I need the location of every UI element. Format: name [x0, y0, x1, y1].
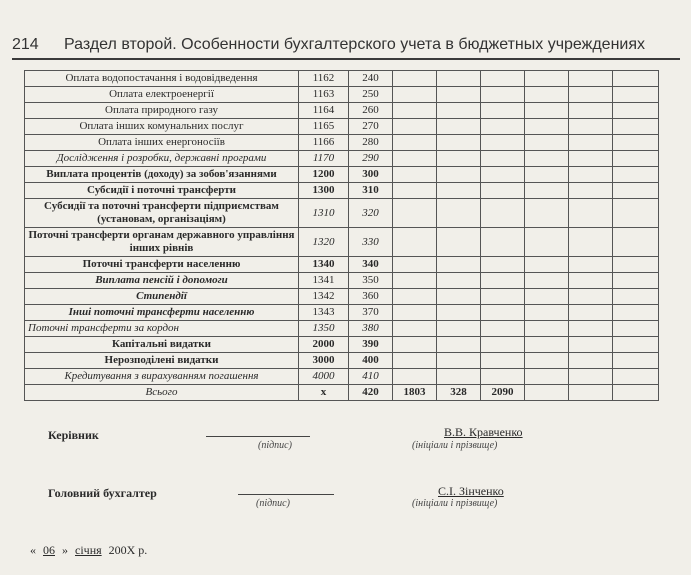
- row-value-1: [393, 119, 437, 135]
- row-empty-cell: [525, 385, 569, 401]
- row-code: 3000: [299, 353, 349, 369]
- row-empty-cell: [613, 103, 659, 119]
- row-name: Кредитування з вирахуванням погашення: [25, 369, 299, 385]
- row-value-2: [437, 103, 481, 119]
- row-empty-cell: [613, 321, 659, 337]
- row-value-2: [437, 257, 481, 273]
- row-value-1: [393, 289, 437, 305]
- head-signature-hint: (підпис): [258, 440, 292, 451]
- header-rule: [12, 58, 680, 60]
- row-empty-cell: [569, 119, 613, 135]
- row-empty-cell: [613, 199, 659, 228]
- row-code: 1163: [299, 87, 349, 103]
- table-row: [25, 183, 659, 199]
- row-empty-cell: [525, 87, 569, 103]
- page-header: [12, 36, 684, 54]
- table-row: [25, 119, 659, 135]
- head-label: Керівник: [48, 428, 99, 442]
- row-value-1: 1803: [393, 385, 437, 401]
- row-line-code: 260: [349, 103, 393, 119]
- row-value-1: [393, 167, 437, 183]
- table-row: [25, 228, 659, 257]
- row-line-code: 330: [349, 228, 393, 257]
- row-empty-cell: [525, 103, 569, 119]
- row-code: 1165: [299, 119, 349, 135]
- row-empty-cell: [613, 257, 659, 273]
- row-line-code: 350: [349, 273, 393, 289]
- row-name: Субсидії та поточні трансферти підприємствам (установам, організаціям): [25, 199, 299, 228]
- row-line-code: 340: [349, 257, 393, 273]
- row-empty-cell: [525, 151, 569, 167]
- row-code: 1166: [299, 135, 349, 151]
- row-empty-cell: [569, 257, 613, 273]
- row-empty-cell: [613, 305, 659, 321]
- table-row: [25, 369, 659, 385]
- row-value-1: [393, 151, 437, 167]
- row-code: 1340: [299, 257, 349, 273]
- section-title: Раздел второй. Особенности бухгалтерского учета в бюджетных учреждениях: [64, 36, 646, 53]
- row-value-2: [437, 119, 481, 135]
- row-empty-cell: [525, 199, 569, 228]
- table-row: [25, 385, 659, 401]
- table-body: [25, 71, 659, 401]
- row-code: 1320: [299, 228, 349, 257]
- row-value-2: [437, 71, 481, 87]
- row-empty-cell: [613, 119, 659, 135]
- expenditure-table: [24, 70, 659, 401]
- row-empty-cell: [569, 135, 613, 151]
- row-empty-cell: [525, 337, 569, 353]
- row-line-code: 380: [349, 321, 393, 337]
- row-empty-cell: [613, 87, 659, 103]
- row-empty-cell: [525, 257, 569, 273]
- table-row: [25, 257, 659, 273]
- row-empty-cell: [613, 337, 659, 353]
- row-empty-cell: [569, 273, 613, 289]
- row-value-2: [437, 135, 481, 151]
- row-name: Поточні трансферти за кордон: [25, 321, 299, 337]
- row-code: 1200: [299, 167, 349, 183]
- row-value-3: [481, 87, 525, 103]
- row-empty-cell: [569, 289, 613, 305]
- row-empty-cell: [569, 151, 613, 167]
- row-line-code: 250: [349, 87, 393, 103]
- row-value-3: [481, 257, 525, 273]
- table-row: [25, 87, 659, 103]
- row-value-3: [481, 289, 525, 305]
- page-number: 214: [12, 36, 39, 53]
- row-empty-cell: [613, 183, 659, 199]
- row-empty-cell: [525, 273, 569, 289]
- row-name: Оплата електроенергії: [25, 87, 299, 103]
- row-value-1: [393, 199, 437, 228]
- row-value-3: [481, 228, 525, 257]
- row-empty-cell: [569, 71, 613, 87]
- row-empty-cell: [613, 167, 659, 183]
- row-empty-cell: [569, 199, 613, 228]
- row-empty-cell: [569, 183, 613, 199]
- row-value-3: [481, 183, 525, 199]
- row-name: Поточні трансферти органам державного управління інших рівнів: [25, 228, 299, 257]
- row-empty-cell: [569, 87, 613, 103]
- row-value-2: 328: [437, 385, 481, 401]
- row-value-2: [437, 87, 481, 103]
- row-value-3: [481, 321, 525, 337]
- row-value-1: [393, 87, 437, 103]
- accountant-signature-hint: (підпис): [256, 498, 290, 509]
- row-value-3: [481, 369, 525, 385]
- row-empty-cell: [525, 135, 569, 151]
- row-value-3: [481, 71, 525, 87]
- row-empty-cell: [525, 183, 569, 199]
- accountant-name-hint: (ініціали і прізвище): [412, 498, 498, 509]
- row-empty-cell: [525, 305, 569, 321]
- row-value-3: [481, 151, 525, 167]
- row-empty-cell: [569, 337, 613, 353]
- row-value-1: [393, 305, 437, 321]
- table-row: [25, 273, 659, 289]
- row-value-2: [437, 305, 481, 321]
- row-value-2: [437, 151, 481, 167]
- row-empty-cell: [613, 369, 659, 385]
- row-empty-cell: [613, 71, 659, 87]
- head-name: В.В. Кравченко: [444, 425, 523, 439]
- row-empty-cell: [525, 321, 569, 337]
- row-name: Дослідження і розробки, державні програми: [25, 151, 299, 167]
- row-name: Капітальні видатки: [25, 337, 299, 353]
- row-line-code: 240: [349, 71, 393, 87]
- row-value-2: [437, 273, 481, 289]
- row-empty-cell: [525, 71, 569, 87]
- row-name: Нерозподілені видатки: [25, 353, 299, 369]
- row-empty-cell: [525, 119, 569, 135]
- table-row: [25, 167, 659, 183]
- row-value-1: [393, 273, 437, 289]
- row-line-code: 300: [349, 167, 393, 183]
- row-value-3: [481, 305, 525, 321]
- row-value-2: [437, 321, 481, 337]
- row-empty-cell: [613, 151, 659, 167]
- row-empty-cell: [569, 167, 613, 183]
- row-name: Стипендії: [25, 289, 299, 305]
- table-row: [25, 305, 659, 321]
- row-empty-cell: [613, 273, 659, 289]
- row-empty-cell: [569, 369, 613, 385]
- row-code: 1162: [299, 71, 349, 87]
- row-empty-cell: [569, 103, 613, 119]
- table-row: [25, 289, 659, 305]
- row-value-2: [437, 183, 481, 199]
- row-value-3: [481, 273, 525, 289]
- row-code: 1341: [299, 273, 349, 289]
- table-row: [25, 103, 659, 119]
- row-name: Поточні трансферти населенню: [25, 257, 299, 273]
- row-code: 1310: [299, 199, 349, 228]
- row-line-code: 370: [349, 305, 393, 321]
- row-empty-cell: [525, 289, 569, 305]
- row-name: Оплата водопостачання і водовідведення: [25, 71, 299, 87]
- row-empty-cell: [613, 228, 659, 257]
- row-empty-cell: [525, 353, 569, 369]
- row-line-code: 400: [349, 353, 393, 369]
- row-empty-cell: [525, 369, 569, 385]
- row-value-1: [393, 353, 437, 369]
- row-empty-cell: [569, 385, 613, 401]
- row-empty-cell: [569, 305, 613, 321]
- row-name: Всього: [25, 385, 299, 401]
- row-line-code: 420: [349, 385, 393, 401]
- table-row: [25, 151, 659, 167]
- row-value-3: [481, 353, 525, 369]
- row-empty-cell: [613, 353, 659, 369]
- row-name: Субсидії і поточні трансферти: [25, 183, 299, 199]
- row-empty-cell: [613, 135, 659, 151]
- row-value-3: 2090: [481, 385, 525, 401]
- row-value-1: [393, 71, 437, 87]
- row-line-code: 390: [349, 337, 393, 353]
- row-value-1: [393, 369, 437, 385]
- date-close-quote: »: [62, 543, 68, 557]
- row-value-1: [393, 135, 437, 151]
- row-line-code: 320: [349, 199, 393, 228]
- date-open-quote: «: [30, 543, 36, 557]
- table-row: [25, 199, 659, 228]
- row-line-code: 360: [349, 289, 393, 305]
- table-row: [25, 353, 659, 369]
- accountant-signature-line: [238, 494, 334, 495]
- row-name: Оплата природного газу: [25, 103, 299, 119]
- row-name: Оплата інших енергоносіїв: [25, 135, 299, 151]
- accountant-label: Головний бухгалтер: [48, 486, 157, 500]
- row-line-code: 270: [349, 119, 393, 135]
- document-date: [30, 543, 147, 558]
- row-value-3: [481, 119, 525, 135]
- row-code: 1350: [299, 321, 349, 337]
- row-value-2: [437, 228, 481, 257]
- row-value-3: [481, 167, 525, 183]
- date-year: 200Х р.: [108, 543, 148, 557]
- row-code: 1343: [299, 305, 349, 321]
- row-empty-cell: [525, 167, 569, 183]
- row-line-code: 310: [349, 183, 393, 199]
- date-day: 06: [43, 543, 55, 557]
- row-code: 1164: [299, 103, 349, 119]
- row-line-code: 280: [349, 135, 393, 151]
- row-value-3: [481, 199, 525, 228]
- row-empty-cell: [569, 228, 613, 257]
- row-code: 1300: [299, 183, 349, 199]
- row-name: Виплата процентів (доходу) за зобов'язаннями: [25, 167, 299, 183]
- row-value-1: [393, 321, 437, 337]
- row-value-2: [437, 337, 481, 353]
- row-empty-cell: [569, 321, 613, 337]
- row-value-1: [393, 103, 437, 119]
- row-line-code: 410: [349, 369, 393, 385]
- row-code: 4000: [299, 369, 349, 385]
- row-value-1: [393, 228, 437, 257]
- row-value-3: [481, 135, 525, 151]
- row-value-3: [481, 337, 525, 353]
- head-name-hint: (ініціали і прізвище): [412, 440, 498, 451]
- row-code: 2000: [299, 337, 349, 353]
- row-name: Виплата пенсій і допомоги: [25, 273, 299, 289]
- table-row: [25, 337, 659, 353]
- row-value-1: [393, 183, 437, 199]
- date-month: січня: [75, 543, 102, 557]
- row-value-2: [437, 353, 481, 369]
- table-row: [25, 321, 659, 337]
- row-empty-cell: [613, 289, 659, 305]
- row-empty-cell: [569, 353, 613, 369]
- table-row: [25, 71, 659, 87]
- row-value-2: [437, 167, 481, 183]
- table-row: [25, 135, 659, 151]
- row-value-2: [437, 369, 481, 385]
- accountant-name: С.І. Зінченко: [438, 484, 504, 498]
- row-value-2: [437, 199, 481, 228]
- row-code: х: [299, 385, 349, 401]
- row-value-1: [393, 257, 437, 273]
- row-line-code: 290: [349, 151, 393, 167]
- head-signature-line: [206, 436, 310, 437]
- row-code: 1170: [299, 151, 349, 167]
- row-code: 1342: [299, 289, 349, 305]
- row-empty-cell: [525, 228, 569, 257]
- row-value-1: [393, 337, 437, 353]
- row-name: Оплата інших комунальних послуг: [25, 119, 299, 135]
- row-value-3: [481, 103, 525, 119]
- row-value-2: [437, 289, 481, 305]
- row-name: Інші поточні трансферти населенню: [25, 305, 299, 321]
- row-empty-cell: [613, 385, 659, 401]
